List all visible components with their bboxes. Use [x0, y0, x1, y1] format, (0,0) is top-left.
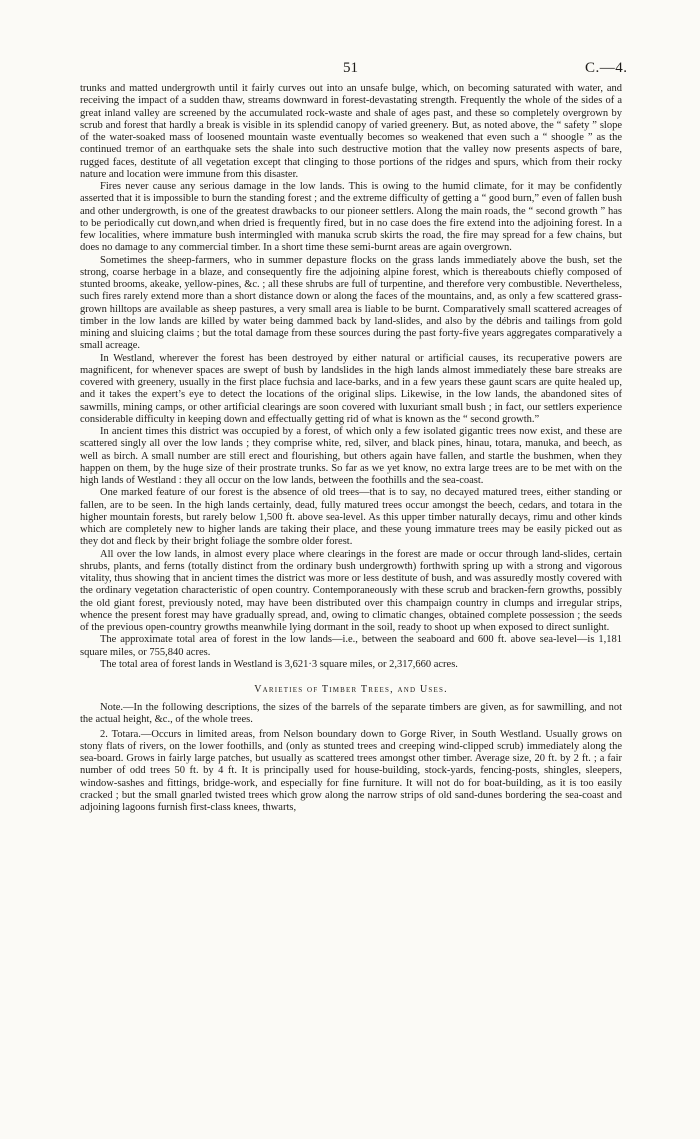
paragraph: trunks and matted undergrowth until it fairly curves out into an unsafe bulge, which, on becoming saturated with water, and receiving the impact of a sudden thaw, streams downward in forest-devastating strength. Frequently the whole of the sides of a great inland valley are screened by the accumulated rock-waste and shale of ages past, and these so completely overgrown by scrub and forest that hardly a break is visible in its splendid canopy of varied greenery. But, as noted above, the “ safety ” slope of the water-soaked mass of loosened mountain waste eventually becomes so weakened that even such a “ shoogle ” as the continued tremor of an earthquake sets the shale into such destructive motion that the valley now presents aspects of bare, rugged faces, destitute of all vegetation except that clinging to those portions of the ridges and spurs, which from their rocky nature and location were immune from this disaster. — [80, 83, 622, 180]
paragraph: All over the low lands, in almost every place where clearings in the forest are made or occur through land-slides, certain shrubs, plants, and ferns (totally distinct from the ordinary bush undergrowth) forthwith spring up with a strong and vigorous vitality, thus showing that in ancient times the district was more or less destitute of bush, and was assuredly mostly covered with the ordinary vegetation characteristic of open country. Contemporaneously with these scrub and bracken-fern growths, possibly the old giant forest, previously noted, may have been distributed over this champaign country in clumps and irregular strips, whence the present forest may have gradually spread, and, owing to climatic changes, obtained complete possession ; the seeds of the previous open-country growths meanwhile lying dormant in the soil, ready to shoot up when exposed to direct sunlight. — [80, 548, 622, 633]
paragraph: One marked feature of our forest is the absence of old trees—that is to say, no decayed matured trees, either standing or fallen, are to be seen. In the high lands certainly, dead, fully matured trees occur amongst the beech, cedars, and totara in the higher mountain forests, but rarely below 1,500 ft. above sea-level. As this upper timber naturally decays, rimu and other kinds which are completely new to higher lands are taking their place, and these young immature trees may be easily picked out as they dot and fleck by their bright foliage the sombre older forest. — [80, 487, 622, 548]
page-header — [0, 60, 700, 80]
body-text — [80, 83, 622, 814]
paragraph: The approximate total area of forest in the low lands—i.e., between the seaboard and 600 ft. above sea-level—is 1,181 square miles, or 755,840 acres. — [80, 634, 622, 658]
paragraph: The total area of forest lands in Westland is 3,621·3 square miles, or 2,317,660 acres. — [100, 658, 458, 670]
paragraph: 2. Totara.—Occurs in limited areas, from Nelson boundary down to Gorge River, in South Westland. Usually grows on stony flats of rivers, on the lower foothills, and (only as stunted trees and creeping wind-clipped scrub) immediately along the sea-board. Grows in fairly large patches, but usually as scattered trees amongst other timber. Average size, 20 ft. by 2 ft. ; a fair number of odd trees 50 ft. by 4 ft. It is principally used for house-building, stock-yards, fencing-posts, shingles, sleepers, window-sashes and fittings, bridge-work, and especially for fine furniture. It will not do for boat-building, as it is too easily cracked ; but the small gnarled twisted trees which grow along the narrow strips of old sand-dunes bordering the sea-coast and adjoining lagoons furnish first-class knees, thwarts, — [80, 728, 622, 813]
paragraph: Fires never cause any serious damage in the low lands. This is owing to the humid climate, for it may be confidently asserted that it is impossible to burn the standing forest ; and the extreme difficulty of getting a “ good burn,” even of fallen bush and other undergrowth, is one of the greatest drawbacks to our pioneer settlers. Along the main roads, the “ second growth ” has to be periodically cut down,and when dried is frequently fired, but in no case does the fire extend into the adjoining forest. In a few localities, where immature bush intermingled with manuka scrub skirts the road, the fire may spread for a few chains, but does no damage to any commercial timber. In a short time these semi-burnt areas are again overgrown. — [80, 181, 622, 254]
section-heading: Varieties of Timber Trees, and Uses. — [254, 684, 448, 695]
paragraph: In ancient times this district was occupied by a forest, of which only a few isolated gigantic trees now exist, and these are scattered singly all over the low lands ; they comprise white, red, silver, and black pines, hinau, totara, manuka, and beech, as well as birch. A small number are still erect and flourishing, but others again have fallen, and startle the bushmen, when they happen on them, by the huge size of their prostrate trunks. So far as we yet know, no extra large trees are to be met with on the high lands of Westland : they all occur on the low lands, between the foothills and the sea-coast. — [80, 426, 622, 486]
paragraph: In Westland, wherever the forest has been destroyed by either natural or artificial causes, its recuperative powers are magnificent, for whenever spaces are swept of bush by landslides in the high lands almost immediately these bare streaks are covered with greenery, usually in the first place fuchsia and lace-barks, and in a few years these gaunt scars are quite healed up, and it takes the expert’s eye to detect the locations of the original slips. Likewise, in the low lands, the abandoned sites of sawmills, mining camps, or other artificial clearings are soon covered with luxuriant small bush ; in fact, our settlers experience considerable difficulty in keeping down and effectually getting rid of what is known as the “ second growth.” — [80, 352, 622, 425]
note-paragraph: Note.—In the following descriptions, the sizes of the barrels of the separate timbers are given, as for sawmilling, and not the actual height, &c., of the whole trees. — [80, 702, 622, 726]
paragraph: Sometimes the sheep-farmers, who in summer depasture flocks on the grass lands immediately above the bush, set the strong, coarse herbage in a blaze, and consequently fire the adjoining alpine forest, which is thereabouts chiefly composed of stunted brooms, akeake, yellow-pines, &c. ; all these shrubs are full of turpentine, and therefore very combustible. Nevertheless, such fires rarely extend more than a short distance down or along the faces of the mountains, and, as only a few scattered grass-grown hilltops are available as sheep pastures, a very small area is liable to be burnt. Comparatively small scattered acreages of timber in the low lands are killed by water being dammed back by land-slides, and also by the débris and tailings from gold mining and sluicing claims ; but the total damage from these sources during the past forty-five years aggregates comparatively a small acreage. — [80, 254, 622, 352]
page-number: 51 — [343, 60, 358, 76]
document-reference: C.—4. — [585, 60, 628, 76]
